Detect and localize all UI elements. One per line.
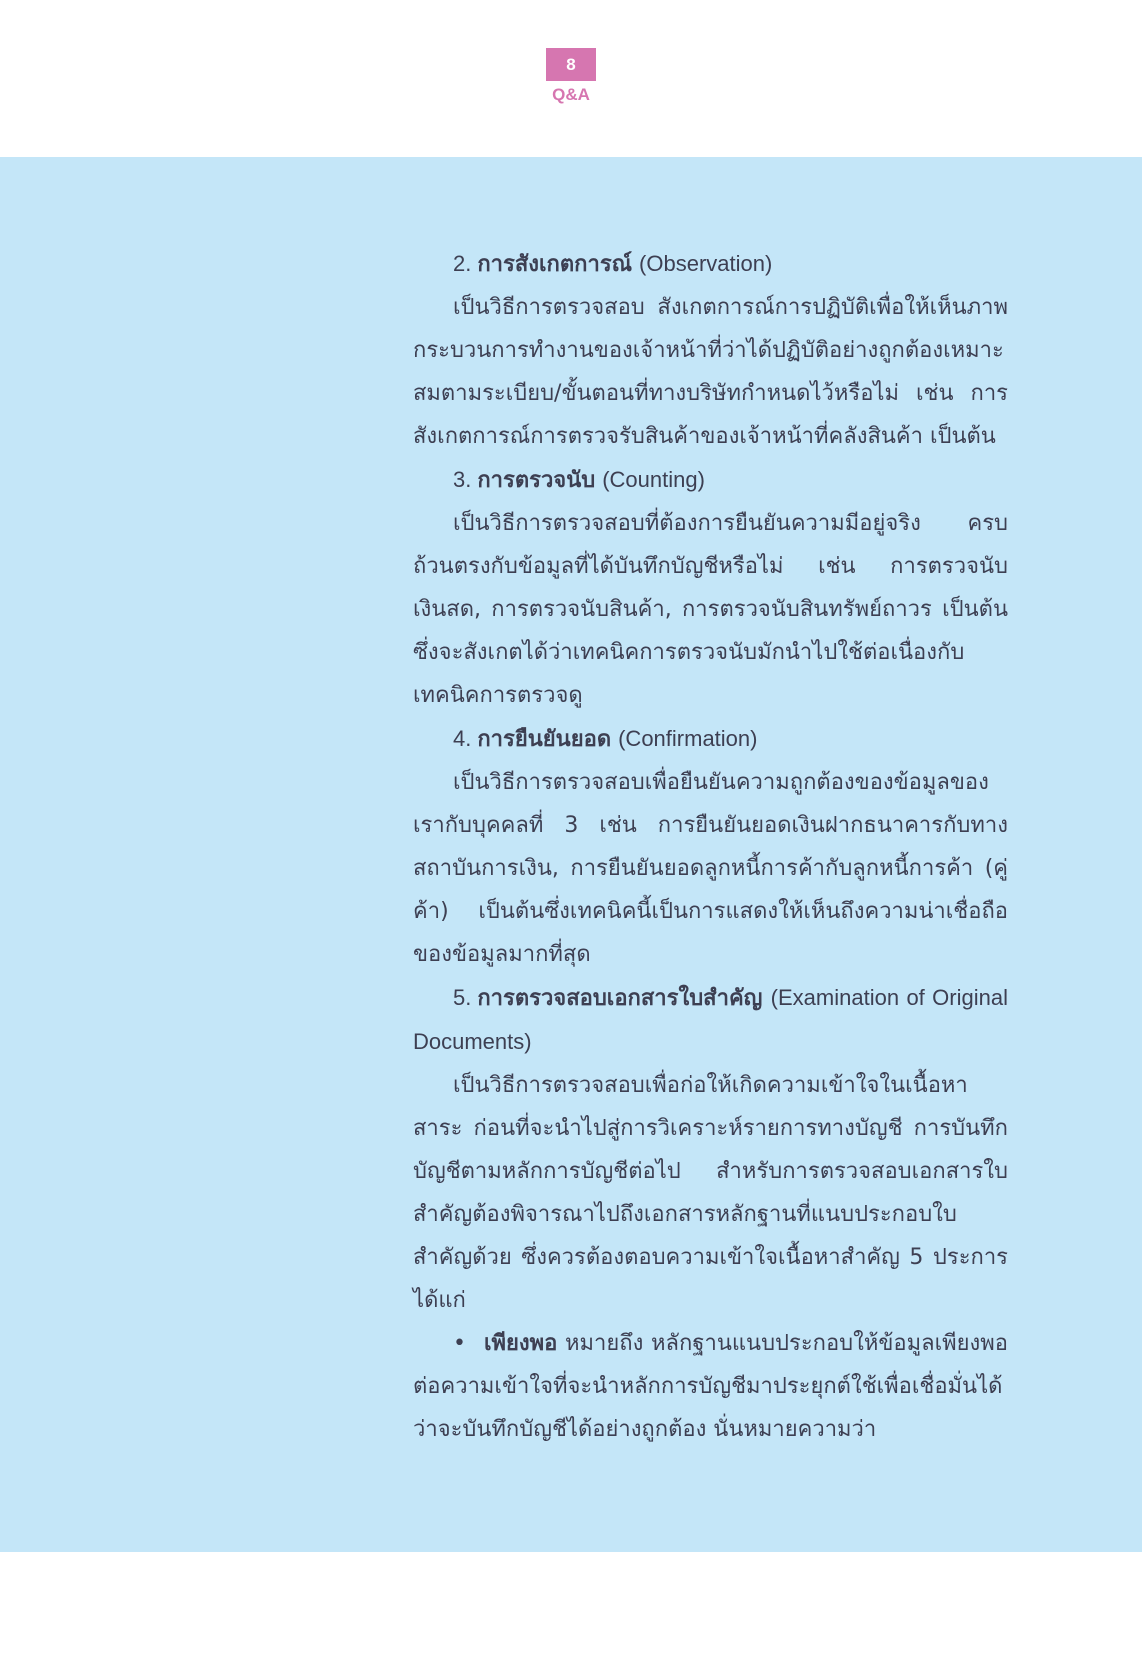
section-title-th: การยืนยันยอด (477, 727, 612, 752)
section-title-en: (Confirmation) (618, 726, 758, 751)
bullet-text: หมายถึง หลักฐานแนบประกอบให้ข้อมูลเพียงพอต่อความเข้าใจที่จะนำหลักการบัญชีมาประยุกต์ใช้เพื่อเชื่อมั่นได้ว่าจะบันทึกบัญชีได้อย่างถูกต้อง นั่นหมายความว่า (413, 1331, 1008, 1442)
page-footer (0, 1552, 1142, 1654)
section-body-examination: เป็นวิธีการตรวจสอบเพื่อก่อให้เกิดความเข้าใจในเนื้อหาสาระ ก่อนที่จะนำไปสู่การวิเคราะห์รายการทางบัญชี การบันทึกบัญชีตามหลักการบัญชีต่อไป สำหรับการตรวจสอบเอกสารใบสำคัญต้องพิจารณาไปถึงเอกสารหลักฐานที่แนบประกอบใบสำคัญด้วย ซึ่งควรต้องตอบความเข้าใจเนื้อหาสำคัญ 5 ประการ ได้แก่ (413, 1073, 1008, 1313)
page-header (0, 0, 1142, 157)
section-title-th: การสังเกตการณ์ (477, 252, 633, 277)
section-body-confirmation: เป็นวิธีการตรวจสอบเพื่อยืนยันความถูกต้องของข้อมูลของเรากับบุคคลที่ 3 เช่น การยืนยันยอดเงินฝากธนาคารกับทางสถาบันการเงิน, การยืนยันยอดลูกหนี้การค้ากับลูกหนี้การค้า (คู่ค้า) เป็นต้นซึ่งเทคนิคนี้เป็นการแสดงให้เห็นถึงความน่าเชื่อถือของข้อมูลมากที่สุด (413, 770, 1008, 967)
section-title-en: (Observation) (639, 251, 773, 276)
section-number: 2. (453, 251, 472, 276)
content-panel (0, 157, 1142, 1552)
section-heading-examination (413, 976, 1008, 1064)
section-heading-counting (413, 458, 1008, 502)
section-title-th: การตรวจนับ (477, 468, 596, 493)
section-number: 5. (453, 985, 472, 1010)
section-label: Q&A (552, 85, 590, 104)
section-title-th: การตรวจสอบเอกสารใบสำคัญ (477, 986, 763, 1011)
section-heading-confirmation (413, 717, 1008, 761)
bullet-marker: • (453, 1331, 466, 1356)
section-title-en: (Counting) (602, 467, 705, 492)
section-body-counting: เป็นวิธีการตรวจสอบที่ต้องการยืนยันความมีอยู่จริง ครบถ้วนตรงกับข้อมูลที่ได้บันทึกบัญชีหรือไม่ เช่น การตรวจนับเงินสด, การตรวจนับสินค้า, การตรวจนับสินทรัพย์ถาวร เป็นต้น ซึ่งจะสังเกตได้ว่าเทคนิคการตรวจนับมักนำไปใช้ต่อเนื่องกับเทคนิคการตรวจดู (413, 511, 1008, 708)
section-title-en: (Examination of Original Documents) (413, 985, 1008, 1054)
section-number: 4. (453, 726, 472, 751)
section-body-observation: เป็นวิธีการตรวจสอบ สังเกตการณ์การปฏิบัติเพื่อให้เห็นภาพกระบวนการทำงานของเจ้าหน้าที่ว่าได้ปฏิบัติอย่างถูกต้องเหมาะสมตามระเบียบ/ขั้นตอนที่ทางบริษัทกำหนดไว้หรือไม่ เช่น การสังเกตการณ์การตรวจรับสินค้าของเจ้าหน้าที่คลังสินค้า เป็นต้น (413, 295, 1008, 449)
bullet-item-sufficient (413, 1322, 1008, 1451)
bullet-term: เพียงพอ (483, 1331, 558, 1356)
section-heading-observation (413, 242, 1008, 286)
section-number: 3. (453, 467, 472, 492)
content-column (413, 242, 1008, 1451)
page-number-badge: 8 (546, 48, 596, 81)
